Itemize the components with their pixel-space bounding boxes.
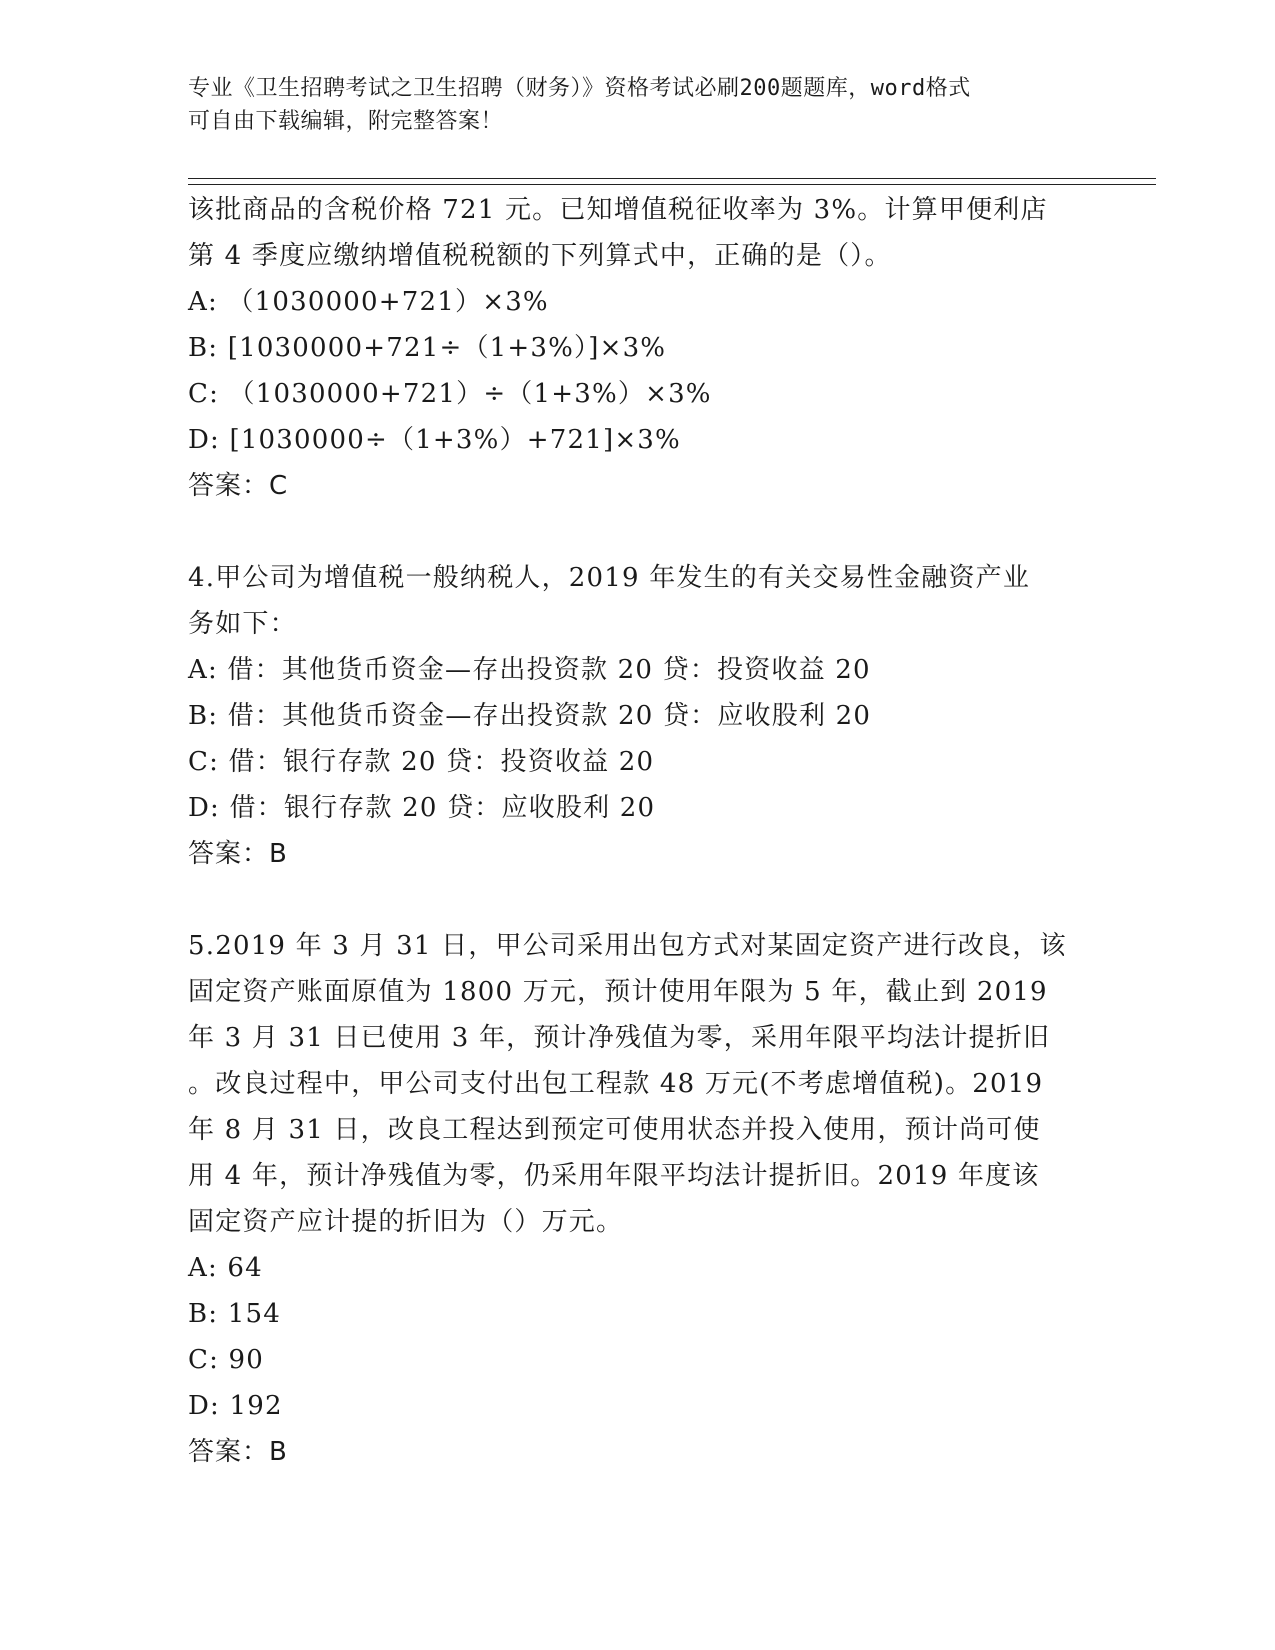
question-3: [188, 187, 1088, 509]
question-stem-line: 务如下：: [188, 609, 297, 639]
question-stem-line: 第 4 季度应缴纳增值税税额的下列算式中，正确的是（）。: [188, 241, 892, 271]
question-stem-line: 固定资产应计提的折旧为（）万元。: [188, 1207, 624, 1237]
answer-line: 答案：B: [188, 1437, 288, 1467]
option-d: D: 192: [188, 1391, 283, 1421]
option-c: C: 借：银行存款 20 贷：投资收益 20: [188, 747, 655, 777]
option-c: C: （1030000+721）÷（1+3%）×3%: [188, 379, 712, 409]
question-5: [188, 923, 1088, 1475]
answer-line: 答案：B: [188, 839, 288, 869]
question-stem-line: 该批商品的含税价格 721 元。已知增值税征收率为 3%。计算甲便利店: [188, 195, 1048, 225]
answer-line: 答案：C: [188, 471, 289, 501]
header-divider-top: [188, 178, 1156, 179]
option-b: B: 借：其他货币资金—存出投资款 20 贷：应收股利 20: [188, 701, 872, 731]
question-stem-line: 年 8 月 31 日，改良工程达到预定可使用状态并投入使用，预计尚可使: [188, 1115, 1041, 1145]
question-stem-line: 固定资产账面原值为 1800 万元，预计使用年限为 5 年，截止到 2019: [188, 977, 1048, 1007]
option-d: D: 借：银行存款 20 贷：应收股利 20: [188, 793, 656, 823]
question-stem-line: 。改良过程中，甲公司支付出包工程款 48 万元(不考虑增值税)。2019: [188, 1069, 1044, 1099]
document-header: [188, 72, 1068, 138]
option-d: D: [1030000÷（1+3%）+721]×3%: [188, 425, 681, 455]
question-4: [188, 555, 1088, 877]
header-divider-bottom: [188, 184, 1156, 185]
spacer: [188, 509, 1088, 555]
option-a: A: （1030000+721）×3%: [188, 287, 549, 317]
header-line-1: 专业《卫生招聘考试之卫生招聘（财务）》资格考试必刷200题题库，word格式: [188, 76, 971, 101]
question-content: [188, 187, 1088, 1475]
spacer: [188, 877, 1088, 923]
question-stem-line: 年 3 月 31 日已使用 3 年，预计净残值为零，采用年限平均法计提折旧: [188, 1023, 1051, 1053]
option-b: B: [1030000+721÷（1+3%）]×3%: [188, 333, 667, 363]
option-a: A: 借：其他货币资金—存出投资款 20 贷：投资收益 20: [188, 655, 871, 685]
header-line-2: 可自由下载编辑，附完整答案！: [188, 109, 504, 134]
question-stem-line: 5.2019 年 3 月 31 日，甲公司采用出包方式对某固定资产进行改良，该: [188, 931, 1067, 961]
option-a: A: 64: [188, 1253, 263, 1283]
question-stem-line: 用 4 年，预计净残值为零，仍采用年限平均法计提折旧。2019 年度该: [188, 1161, 1040, 1191]
option-c: C: 90: [188, 1345, 265, 1375]
question-stem-line: 4.甲公司为增值税一般纳税人，2019 年发生的有关交易性金融资产业: [188, 563, 1031, 593]
option-b: B: 154: [188, 1299, 281, 1329]
